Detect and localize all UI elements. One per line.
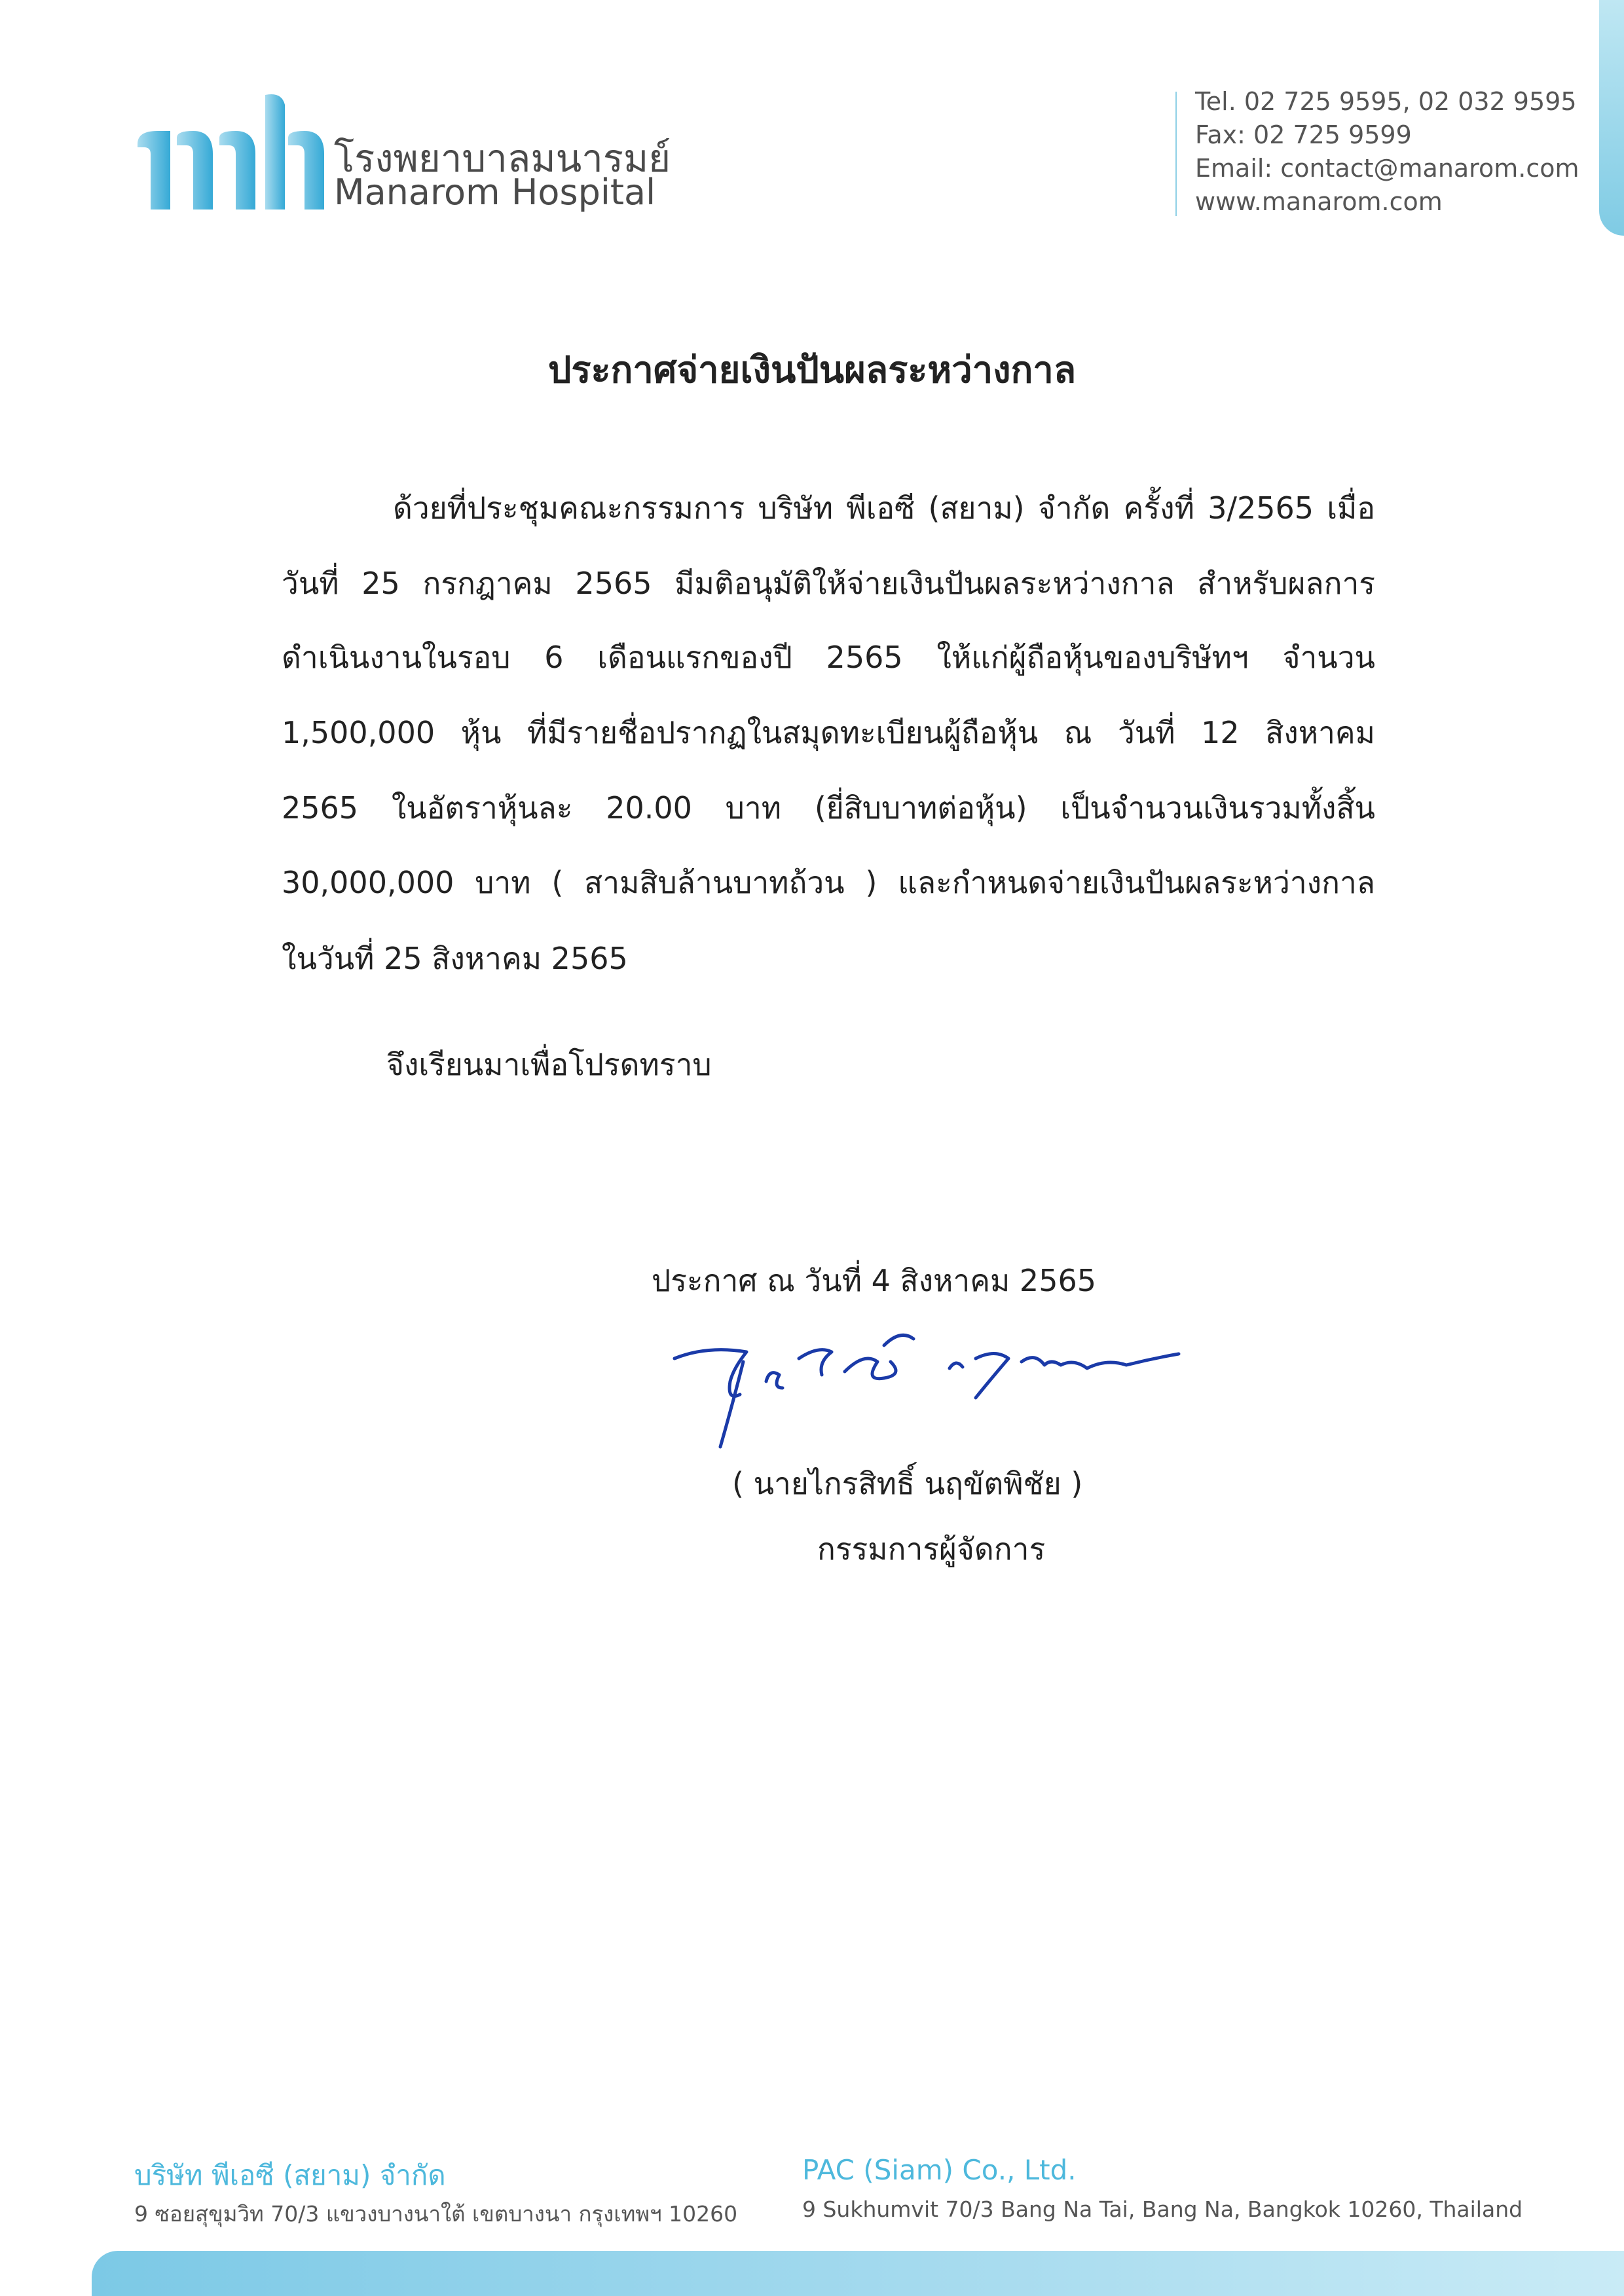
body-line: วันที่ 25 กรกฎาคม 2565 มีมติอนุมัติให้จ่ายเงินปันผลระหว่างกาล สำหรับผลการ <box>282 566 1375 601</box>
contact-fax: Fax: 02 725 9599 <box>1195 120 1412 149</box>
body-line: 1,500,000 หุ้น ที่มีรายชื่อปรากฏในสมุดทะเบียนผู้ถือหุ้น ณ วันที่ 12 สิงหาคม <box>282 715 1375 750</box>
hospital-name-en: Manarom Hospital <box>334 172 656 213</box>
announce-date: ประกาศ ณ วันที่ 4 สิงหาคม 2565 <box>652 1263 1096 1298</box>
footer-band <box>92 2251 1624 2296</box>
footer-address-en: 9 Sukhumvit 70/3 Bang Na Tai, Bang Na, Bangkok 10260, Thailand <box>802 2196 1523 2222</box>
body-line: 2565 ในอัตราหุ้นละ 20.00 บาท (ยี่สิบบาทต่อหุ้น) เป็นจำนวนเงินรวมทั้งสิ้น <box>282 790 1375 826</box>
hospital-name-th: โรงพยาบาลมนารมย์ <box>334 136 671 181</box>
logo-mark-icon <box>138 94 324 210</box>
contact-block <box>1195 85 1579 219</box>
body-line: ด้วยที่ประชุมคณะกรรมการ บริษัท พีเอซี (สยาม) จำกัด ครั้งที่ 3/2565 เมื่อ <box>393 490 1375 526</box>
edge-decoration <box>1599 0 1624 236</box>
contact-email: Email: contact@manarom.com <box>1195 154 1579 183</box>
body-line: ดำเนินงานในรอบ 6 เดือนแรกของปี 2565 ให้แก่ผู้ถือหุ้นของบริษัทฯ จำนวน <box>282 640 1375 675</box>
sign-off: จึงเรียนมาเพื่อโปรดทราบ <box>386 1047 712 1082</box>
contact-web: www.manarom.com <box>1195 187 1443 216</box>
document-title: ประกาศจ่ายเงินปันผลระหว่างกาล <box>547 349 1077 392</box>
footer-company-th: บริษัท พีเอซี (สยาม) จำกัด <box>134 2159 446 2191</box>
body-line: 30,000,000 บาท ( สามสิบล้านบาทถ้วน ) และกำหนดจ่ายเงินปันผลระหว่างกาล <box>282 865 1375 900</box>
footer-company-en: PAC (Siam) Co., Ltd. <box>802 2154 1077 2186</box>
contact-tel: Tel. 02 725 9595, 02 032 9595 <box>1195 87 1577 116</box>
signer-name: ( นายไกรสิทธิ์ นฤขัตพิชัย ) <box>732 1466 1083 1501</box>
contact-divider <box>1175 92 1177 216</box>
signature <box>668 1322 1192 1467</box>
signer-title: กรรมการผู้จัดการ <box>817 1531 1046 1567</box>
footer-address-th: 9 ซอยสุขุมวิท 70/3 แขวงบางนาใต้ เขตบางนา กรุงเทพฯ 10260 <box>134 2201 738 2227</box>
body-line: ในวันที่ 25 สิงหาคม 2565 <box>282 941 628 976</box>
